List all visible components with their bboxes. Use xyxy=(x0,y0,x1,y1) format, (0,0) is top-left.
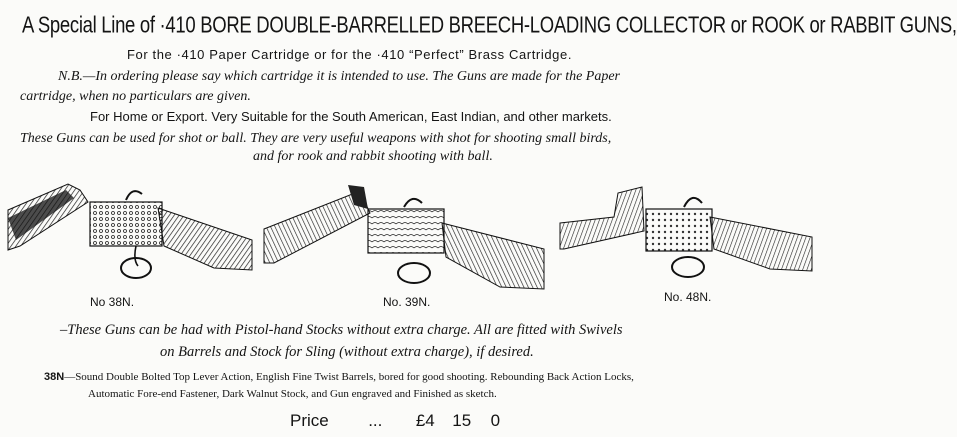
gun-48n-caption: No. 48N. xyxy=(664,290,712,304)
model-description-line1 xyxy=(44,371,634,383)
usage-note-line2: and for rook and rabbit shooting with ball. xyxy=(253,149,493,164)
usage-note-line1: These Guns can be used for shot or ball. They are very useful weapons with shot for shooting small birds, xyxy=(20,131,612,146)
price-shillings: 15 xyxy=(452,411,472,430)
price-pounds: £4 xyxy=(415,411,435,430)
model-description-text: —Sound Double Bolted Top Lever Action, English Fine Twist Barrels, bored for good shooting. Rebounding Back Action Locks, xyxy=(64,371,634,383)
model-number: 38N xyxy=(44,371,65,383)
page-title: A Special Line of ·410 BORE DOUBLE-BARRELLED BREECH-LOADING COLLECTOR or ROOK or RABBIT GUNS, xyxy=(22,11,957,38)
cartridge-subtitle: For the ·410 Paper Cartridge or for the ·410 “Perfect” Brass Cartridge. xyxy=(127,47,573,62)
gun-48n-illustration xyxy=(560,187,812,285)
price-row xyxy=(290,411,500,431)
ordering-note-line1: N.B.—In ordering please say which cartridge it is intended to use. The Guns are made for the Paper xyxy=(58,69,621,84)
gun-39n-caption: No. 39N. xyxy=(383,295,431,309)
price-label: Price xyxy=(290,411,329,430)
gun-38n-illustration xyxy=(8,180,252,280)
options-note-line1: –These Guns can be had with Pistol-hand Stocks without extra charge. All are fitted with Swivels xyxy=(60,322,623,338)
gun-38n-caption: No 38N. xyxy=(90,295,135,309)
price-pence: 0 xyxy=(490,411,501,430)
export-note: For Home or Export. Very Suitable for the South American, East Indian, and other markets. xyxy=(90,109,612,124)
price-dots: ... xyxy=(368,411,383,430)
ordering-note-line2: cartridge, when no particulars are given. xyxy=(20,89,251,104)
model-description-line2: Automatic Fore-end Fastener, Dark Walnut Stock, and Gun engraved and Finished as sketch. xyxy=(88,388,497,400)
options-note-line2: on Barrels and Stock for Sling (without extra charge), if desired. xyxy=(160,344,534,360)
gun-39n-illustration xyxy=(264,185,544,290)
